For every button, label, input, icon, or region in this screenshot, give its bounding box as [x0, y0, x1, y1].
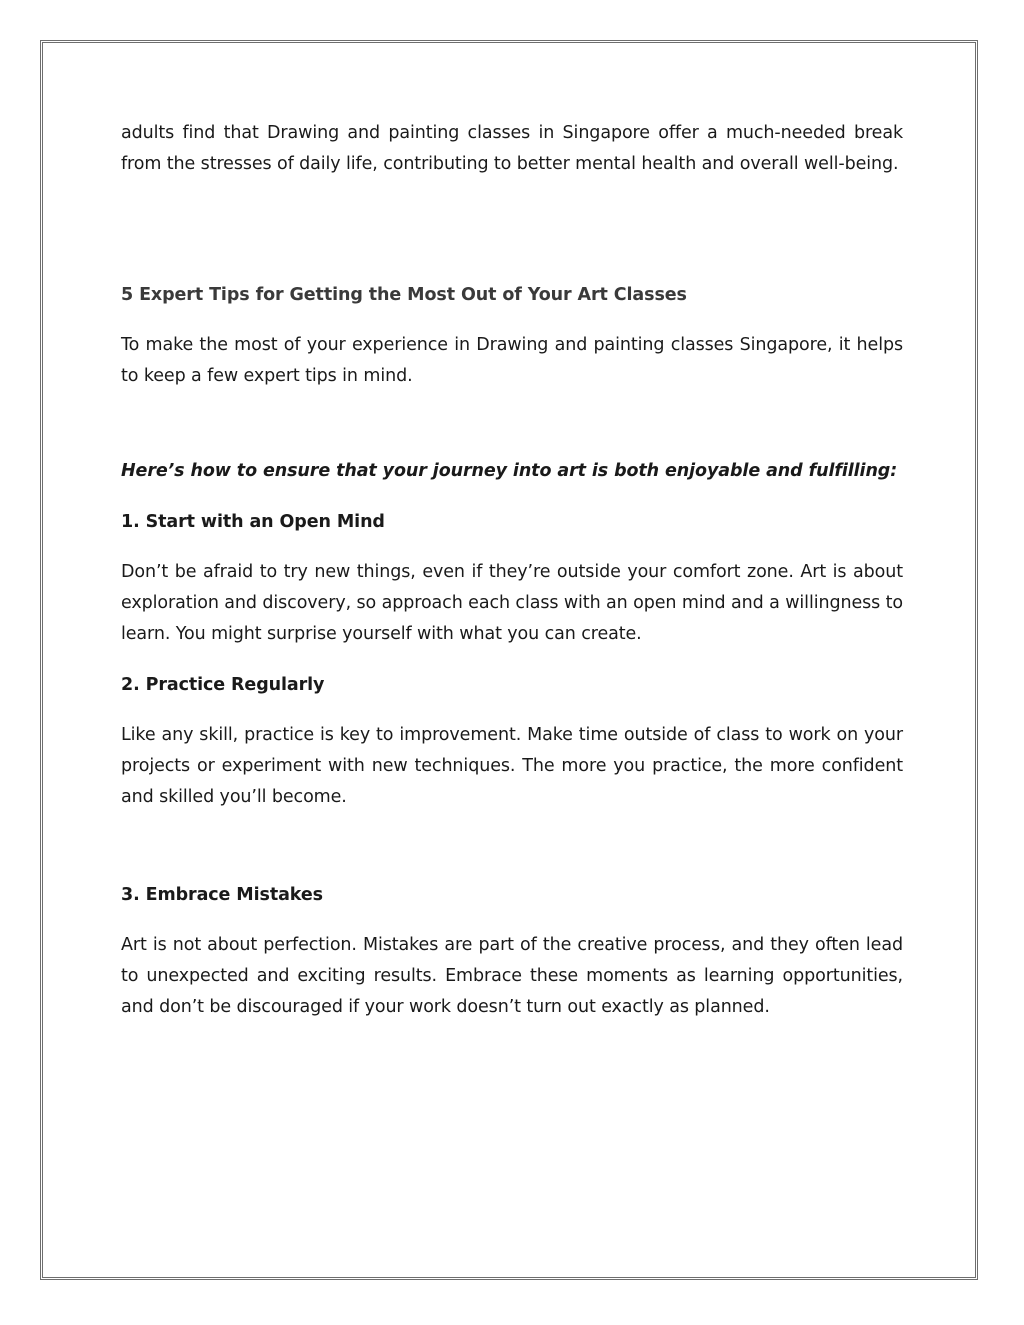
tip-1-title: 1. Start with an Open Mind: [121, 512, 385, 532]
section-intro-paragraph: To make the most of your experience in Drawing and painting classes Singapore, it helps to keep a few expert tips in mind.: [121, 335, 903, 386]
intro-paragraph: adults find that Drawing and painting classes in Singapore offer a much-needed break from the stresses of daily life, contributing to better mental health and overall well-being.: [121, 123, 903, 174]
tip-1-body: Don’t be afraid to try new things, even if they’re outside your comfort zone. Art is about exploration and discovery, so approach each class with an open mind and a willingness to learn. You might surprise yourself with what you can create.: [121, 562, 903, 644]
tip-3-body: Art is not about perfection. Mistakes are part of the creative process, and they often lead to unexpected and exciting results. Embrace these moments as learning opportunities, and don’t be discouraged if your work doesn’t turn out exactly as planned.: [121, 935, 903, 1017]
lead-in-heading: Here’s how to ensure that your journey into art is both enjoyable and fulfilling:: [121, 461, 898, 481]
section-heading: 5 Expert Tips for Getting the Most Out of Your Art Classes: [121, 285, 687, 305]
tip-2-body: Like any skill, practice is key to improvement. Make time outside of class to work on your projects or experiment with new techniques. The more you practice, the more confident and skilled you’ll become.: [121, 725, 903, 807]
page-border: [40, 40, 978, 1280]
tip-2-title: 2. Practice Regularly: [121, 675, 325, 695]
tip-3-title: 3. Embrace Mistakes: [121, 885, 323, 905]
